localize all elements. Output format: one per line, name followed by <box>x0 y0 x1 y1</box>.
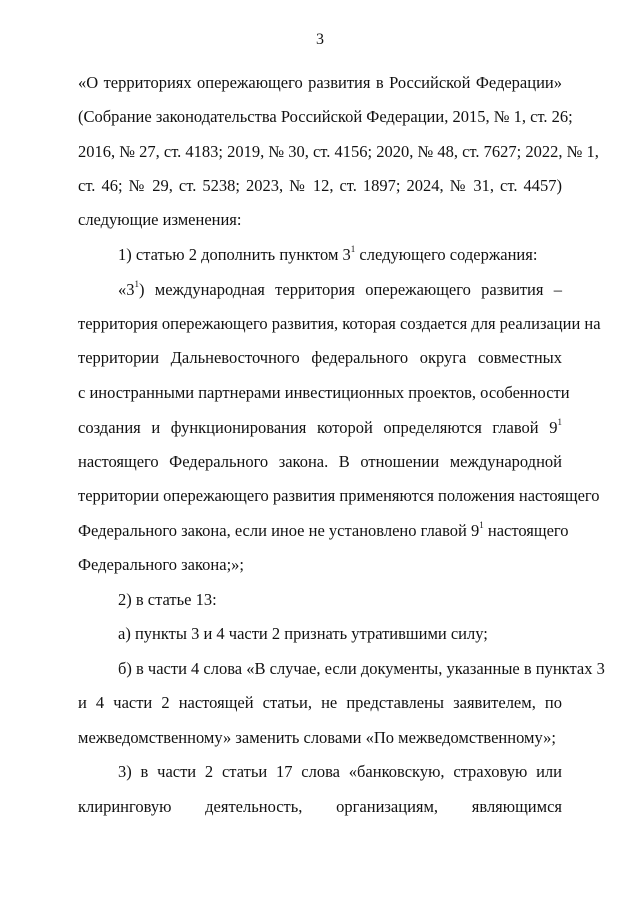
text-part: создания и функционирования которой определяются главой 9 <box>78 418 558 437</box>
text-line: следующие изменения: <box>78 210 242 229</box>
text-part: Федерального закона, если иное не установлено главой 9 <box>78 521 480 540</box>
superscript: 1 <box>557 416 562 427</box>
text-line: межведомственному» заменить словами «По межведомственному»; <box>78 728 556 747</box>
text-line: с иностранными партнерами инвестиционных проектов, особенности <box>78 383 570 402</box>
text-line: а) пункты 3 и 4 части 2 признать утратившими силу; <box>118 624 488 643</box>
text-line: Федерального закона;»; <box>78 555 244 574</box>
text-line: (Собрание законодательства Российской Федерации, 2015, № 1, ст. 26; <box>78 107 573 126</box>
superscript: 1 <box>479 519 484 530</box>
text-line: территории опережающего развития применяются положения настоящего <box>78 486 600 505</box>
text-line: 2) в статье 13: <box>118 590 217 609</box>
text-part: следующего содержания: <box>355 245 538 264</box>
text-line: территория опережающего развития, которая создается для реализации на <box>78 314 601 333</box>
text-part: 1) статью 2 дополнить пунктом 3 <box>118 245 351 264</box>
text-line: настоящего Федерального закона. В отношении международной <box>78 452 562 471</box>
superscript: 1 <box>134 278 139 289</box>
text-line <box>78 418 562 438</box>
text-line: территории Дальневосточного федерального округа совместных <box>78 348 562 367</box>
text-part: настоящего <box>483 521 569 540</box>
text-part: ) международная территория опережающего развития – <box>139 280 562 299</box>
text-line <box>118 280 562 300</box>
text-line <box>118 245 562 265</box>
text-line: 3) в части 2 статьи 17 слова «банковскую, страховую или <box>118 762 562 781</box>
text-line: клиринговую деятельность, организациям, являющимся <box>78 797 562 816</box>
text-line: б) в части 4 слова «В случае, если документы, указанные в пунктах 3 <box>118 659 605 678</box>
text-line: 2016, № 27, ст. 4183; 2019, № 30, ст. 4156; 2020, № 48, ст. 7627; 2022, № 1, <box>78 142 599 161</box>
text-line <box>78 519 569 541</box>
text-line: и 4 части 2 настоящей статьи, не представлены заявителем, по <box>78 693 562 712</box>
page-number: 3 <box>316 31 324 48</box>
text-line: ст. 46; № 29, ст. 5238; 2023, № 12, ст. 1897; 2024, № 31, ст. 4457) <box>78 176 562 195</box>
superscript: 1 <box>350 243 356 254</box>
text-line: «О территориях опережающего развития в Российской Федерации» <box>78 73 562 92</box>
text-part: «3 <box>118 280 135 299</box>
